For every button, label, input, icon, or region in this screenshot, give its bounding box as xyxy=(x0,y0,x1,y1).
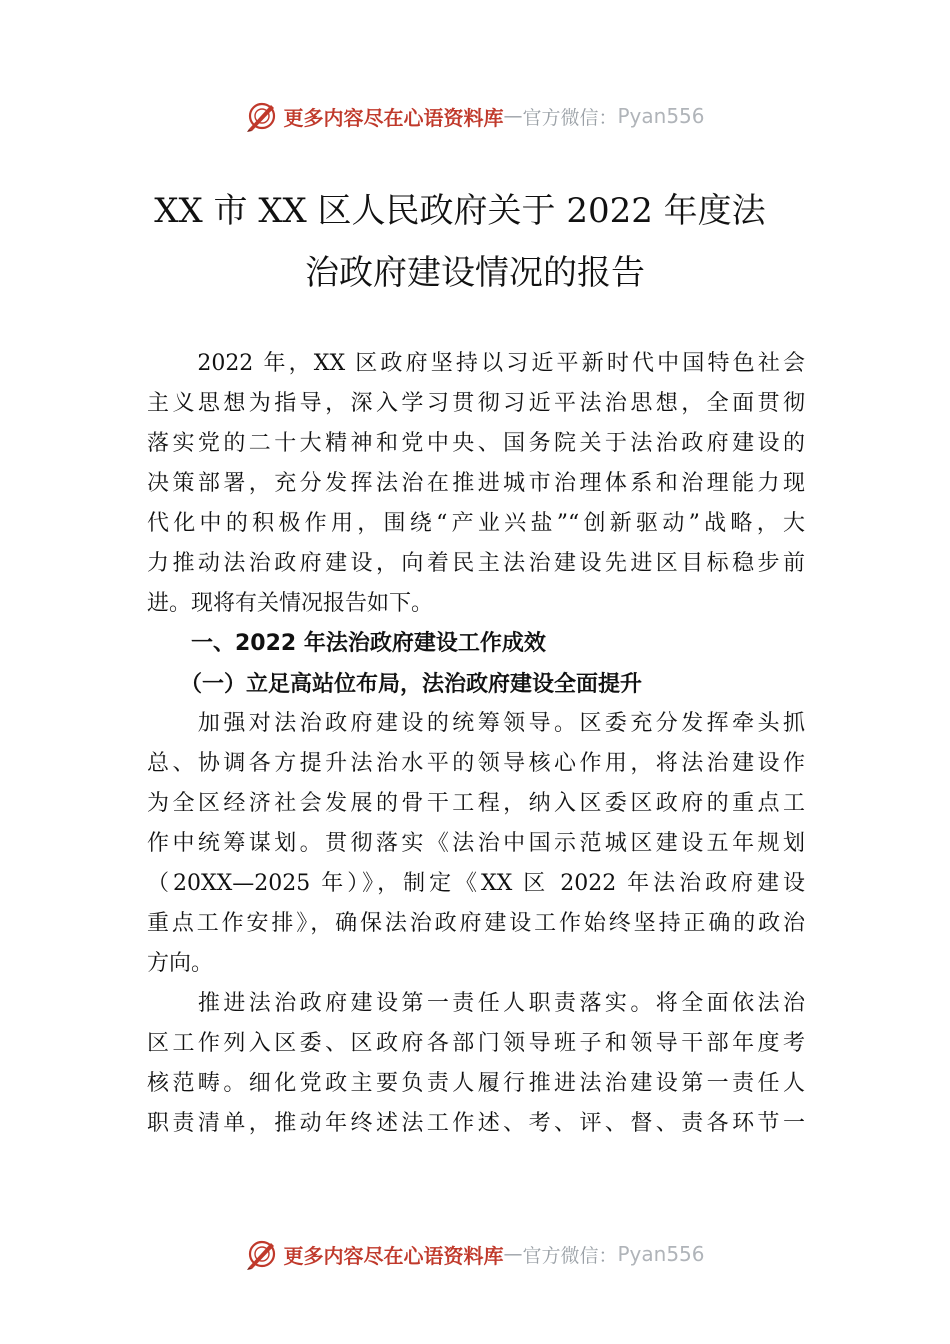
body-line: 推进法治政府建设第一责任人职责落实。将全面依法治 xyxy=(147,991,805,1016)
document-title-line-1: XX 市 XX 区人民政府关于 2022 年度法 xyxy=(154,191,766,231)
body-line: 核范畴。细化党政主要负责人履行推进法治建设第一责任人 xyxy=(147,1071,805,1096)
wechat-label: 官方微信： xyxy=(522,106,618,129)
body-line: 决策部署，充分发挥法治在推进城市治理体系和治理能力现 xyxy=(147,471,805,496)
header-banner xyxy=(0,96,950,136)
body-line: 主义思想为指导，深入学习贯彻习近平法治思想，全面贯彻 xyxy=(147,391,805,416)
body-line: 为全区经济社会发展的骨干工程，纳入区委区政府的重点工 xyxy=(147,791,805,816)
pen-logo-icon xyxy=(245,1237,279,1271)
wechat-account: Pyan556 xyxy=(617,1242,705,1266)
body-line: （20XX—2025 年）》，制定《XX 区 2022 年法治政府建设 xyxy=(147,871,805,896)
wechat-account: Pyan556 xyxy=(617,104,705,128)
subsection-heading: （一）立足高站位布局，法治政府建设全面提升 xyxy=(147,671,643,697)
document-title-line-2: 治政府建设情况的报告 xyxy=(305,253,645,293)
brand-text: 更多内容尽在心语资料库 xyxy=(283,1243,504,1268)
body-line: 落实党的二十大精神和党中央、国务院关于法治政府建设的 xyxy=(147,431,805,456)
banner-separator: — xyxy=(503,1243,523,1265)
body-line: 力推动法治政府建设，向着民主法治建设先进区目标稳步前 xyxy=(147,551,805,576)
body-line: 区工作列入区委、区政府各部门领导班子和领导干部年度考 xyxy=(147,1031,805,1056)
body-line: 进。现将有关情况报告如下。 xyxy=(147,591,434,616)
pen-logo-icon xyxy=(245,99,279,133)
body-line: 加强对法治政府建设的统筹领导。区委充分发挥牵头抓 xyxy=(147,711,805,736)
wechat-label: 官方微信： xyxy=(522,1244,618,1267)
body-line: 作中统筹谋划。贯彻落实《法治中国示范城区建设五年规划 xyxy=(147,831,805,856)
body-line: 代化中的积极作用，围绕“产业兴盐”“创新驱动”战略，大 xyxy=(147,511,805,536)
footer-banner xyxy=(0,1234,950,1274)
body-line: 重点工作安排》，确保法治政府建设工作始终坚持正确的政治 xyxy=(147,911,805,936)
body-line: 总、协调各方提升法治水平的领导核心作用，将法治建设作 xyxy=(147,751,805,776)
document-body xyxy=(147,344,805,1144)
body-line: 方向。 xyxy=(147,951,214,976)
section-heading: 一、2022 年法治政府建设工作成效 xyxy=(147,631,546,656)
banner-separator: — xyxy=(503,105,523,127)
brand-text: 更多内容尽在心语资料库 xyxy=(283,105,504,130)
body-line: 2022 年，XX 区政府坚持以习近平新时代中国特色社会 xyxy=(147,351,805,376)
body-line: 职责清单，推动年终述法工作述、考、评、督、责各环节一 xyxy=(147,1111,805,1136)
